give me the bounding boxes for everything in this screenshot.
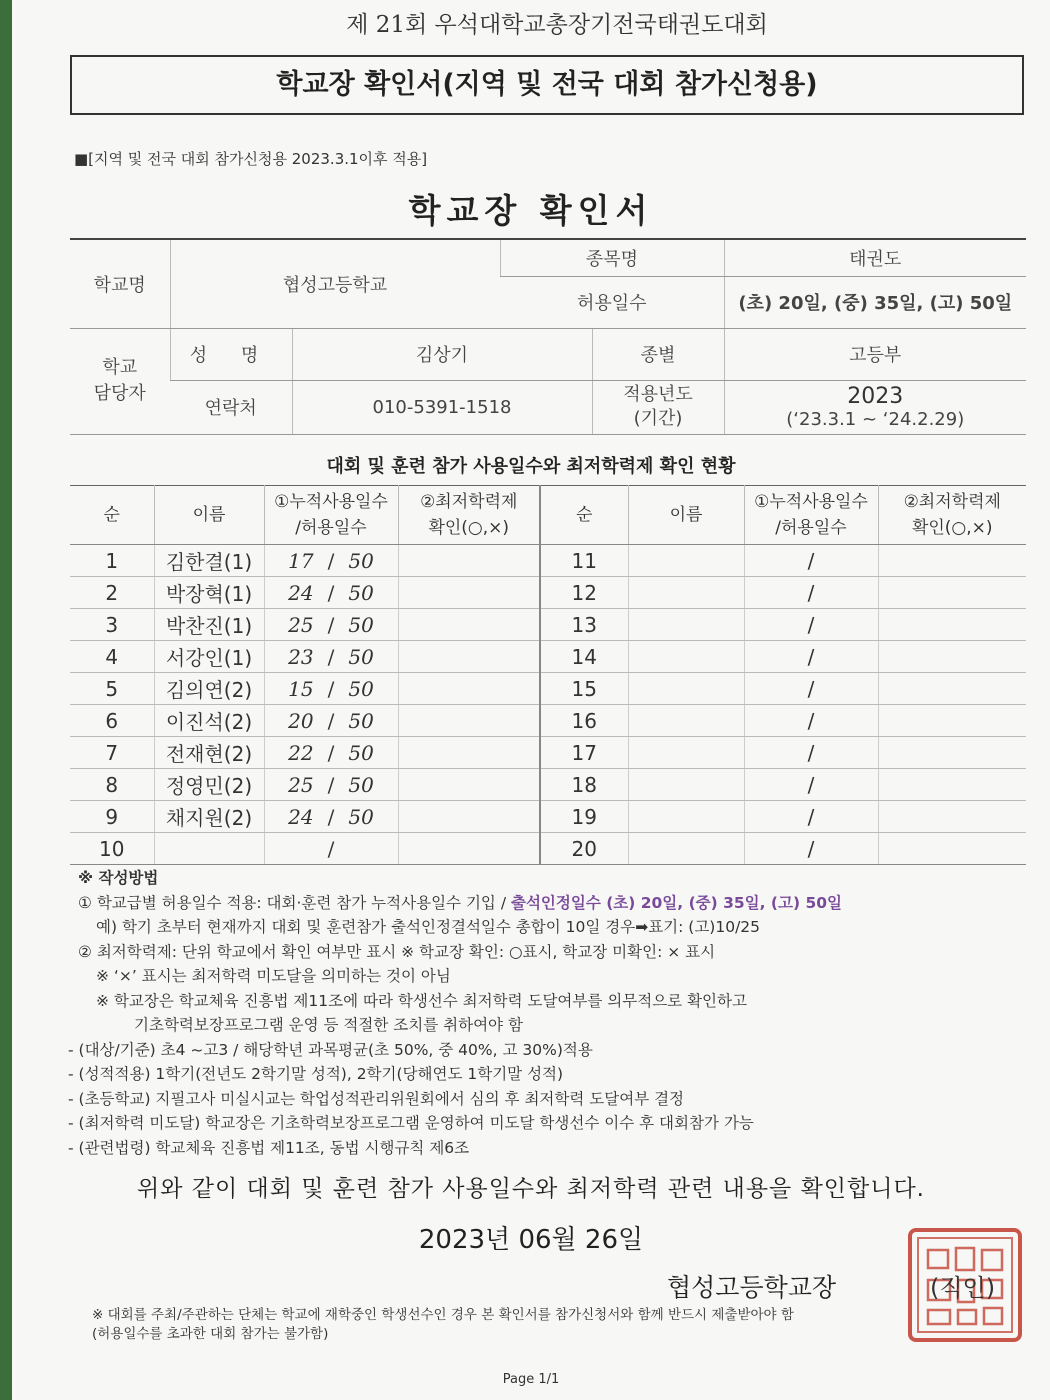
detail-4: - (최저학력 미도달) 학교장은 기초학력보장프로그램 운영하여 미도달 학생선수 이수 후 대회참가 가능: [68, 1114, 754, 1132]
seal-label: (직인): [930, 1274, 996, 1302]
col-check-left: ②최저학력제 확인(○,×): [398, 486, 540, 545]
table-row: [70, 673, 1026, 705]
days-cell: /: [744, 801, 878, 833]
allowed-days: 50: [348, 740, 374, 765]
academic-check: [398, 801, 540, 833]
row-number: 18: [540, 769, 628, 801]
col-name-right: 이름: [628, 486, 744, 545]
event-label: 종목명: [500, 239, 724, 276]
col-no-right: 순: [540, 486, 628, 545]
event-value: 태권도: [724, 239, 1026, 276]
detail-5: - (관련법령) 학교체육 진흥법 제11조, 동법 시행규칙 제6조: [68, 1138, 470, 1157]
academic-check: [878, 801, 1026, 833]
row-number: 11: [540, 545, 628, 577]
slash: /: [327, 644, 335, 669]
footer-note-2: (허용일수를 초과한 대회 참가는 불가함): [92, 1326, 329, 1342]
used-days: 24: [288, 580, 314, 605]
student-name: 김한결(1): [154, 545, 264, 577]
row-number: 19: [540, 801, 628, 833]
slash: /: [327, 740, 335, 765]
student-name: 전재현(2): [154, 737, 264, 769]
year-value-cell: [724, 380, 1026, 434]
student-name: 서강인(1): [154, 641, 264, 673]
days-cell: /: [744, 737, 878, 769]
student-name: [628, 545, 744, 577]
row-number: 1: [70, 545, 154, 577]
note-1a-accent: 출석인정일수 (초) 20일, (중) 35일, (고) 50일: [510, 893, 843, 912]
student-name: [154, 833, 264, 865]
footer-note-1: ※ 대회를 주최/주관하는 단체는 학교에 재학중인 학생선수인 경우 본 확인서를 참가신청서와 함께 반드시 제출받아야 함: [92, 1307, 794, 1323]
row-number: 8: [70, 769, 154, 801]
table-row: [70, 833, 1026, 865]
used-days: 20: [288, 708, 314, 733]
academic-check: [878, 545, 1026, 577]
days-cell: [264, 705, 398, 737]
note-4a: ※ 학교장은 학교체육 진흥법 제11조에 따라 학생선수 최저학력 도달여부를 의무적으로 확인하고: [96, 991, 747, 1010]
name-value: 김상기: [292, 328, 592, 380]
row-number: 13: [540, 609, 628, 641]
year-label: 적용년도 (기간): [592, 380, 724, 434]
days-cell: /: [744, 705, 878, 737]
category-value: 고등부: [724, 328, 1026, 380]
academic-check: [398, 609, 540, 641]
slash: /: [327, 804, 335, 829]
slash: /: [327, 548, 335, 573]
row-number: 3: [70, 609, 154, 641]
used-days: 23: [288, 644, 314, 669]
document-date: 2023년 06월 26일: [418, 1225, 644, 1255]
row-number: 16: [540, 705, 628, 737]
student-name: [628, 705, 744, 737]
days-cell: /: [744, 609, 878, 641]
academic-check: [878, 737, 1026, 769]
academic-check: [878, 577, 1026, 609]
school-label: 학교명: [70, 239, 170, 328]
slash: /: [327, 708, 335, 733]
row-number: 10: [70, 833, 154, 865]
detail-1: - (대상/기준) 초4 ~고3 / 해당학년 과목평균(초 50%, 중 40%, 고 30%)적용: [68, 1040, 593, 1059]
row-number: 14: [540, 641, 628, 673]
used-days: 15: [288, 676, 314, 701]
table-row: [70, 705, 1026, 737]
row-number: 2: [70, 577, 154, 609]
contact-value: 010-5391-1518: [292, 380, 592, 434]
status-table-body: [70, 545, 1026, 865]
days-cell: [264, 833, 398, 865]
academic-check: [398, 577, 540, 609]
days-cell: [264, 577, 398, 609]
academic-check: [398, 641, 540, 673]
used-days: 24: [288, 804, 314, 829]
slash: /: [327, 676, 335, 701]
document-title-box: 학교장 확인서(지역 및 전국 대회 참가신청용): [70, 55, 1024, 115]
row-number: 7: [70, 737, 154, 769]
days-cell: /: [744, 769, 878, 801]
student-name: [628, 769, 744, 801]
col-name-left: 이름: [154, 486, 264, 545]
used-days: 25: [288, 612, 314, 637]
allowed-days-label: 허용일수: [500, 276, 724, 328]
table-row: [70, 545, 1026, 577]
row-number: 17: [540, 737, 628, 769]
academic-check: [398, 737, 540, 769]
student-name: 박장혁(1): [154, 577, 264, 609]
note-4b: 기초학력보장프로그램 운영 등 적절한 조치를 취하여야 함: [134, 1016, 523, 1034]
document-page: [12, 0, 1050, 1400]
contact-label: 연락처: [170, 380, 292, 434]
academic-check: [878, 673, 1026, 705]
slash: /: [327, 772, 335, 797]
detail-3: - (초등학교) 지필고사 미실시교는 학업성적관리위원회에서 심의 후 최저학력 도달여부 결정: [68, 1089, 685, 1108]
academic-check: [878, 609, 1026, 641]
table-row: [70, 801, 1026, 833]
event-title: 제 21회 우석대학교총장기전국태권도대회: [346, 12, 768, 38]
status-title: 대회 및 훈련 참가 사용일수와 최저학력제 확인 현황: [326, 456, 736, 477]
student-name: [628, 737, 744, 769]
academic-check: [878, 769, 1026, 801]
row-number: 4: [70, 641, 154, 673]
allowed-days: 50: [348, 772, 374, 797]
student-name: 이진석(2): [154, 705, 264, 737]
table-row: [70, 737, 1026, 769]
period-value: (‘23.3.1 ~ ‘24.2.29): [786, 409, 965, 430]
row-number: 5: [70, 673, 154, 705]
applies-note: ■[지역 및 전국 대회 참가신청용 2023.3.1이후 적용]: [74, 150, 428, 168]
academic-check: [878, 833, 1026, 865]
table-row: [70, 577, 1026, 609]
principal-signature: 협성고등학교장: [667, 1273, 837, 1302]
academic-check: [878, 641, 1026, 673]
participation-status-table: [70, 485, 1026, 865]
used-days: 25: [288, 772, 314, 797]
allowed-days-value: (초) 20일, (중) 35일, (고) 50일: [724, 276, 1026, 328]
student-name: 채지원(2): [154, 801, 264, 833]
col-days-right: ①누적사용일수 /허용일수: [744, 486, 878, 545]
days-cell: [264, 673, 398, 705]
student-name: [628, 833, 744, 865]
name-label: 성 명: [170, 328, 292, 380]
school-value: 협성고등학교: [170, 239, 500, 328]
student-name: 김의연(2): [154, 673, 264, 705]
row-number: 15: [540, 673, 628, 705]
academic-check: [398, 769, 540, 801]
allowed-days: 50: [348, 580, 374, 605]
student-name: [628, 577, 744, 609]
table-row: [70, 769, 1026, 801]
note-1a-text: ① 학교급별 허용일수 적용: 대회·훈련 참가 누적사용일수 기입 /: [78, 893, 511, 912]
days-cell: [264, 641, 398, 673]
allowed-days: 50: [348, 676, 374, 701]
slash: /: [327, 836, 335, 861]
row-number: 12: [540, 577, 628, 609]
student-name: 정영민(2): [154, 769, 264, 801]
main-title: 학교장 확인서: [408, 191, 654, 230]
student-name: [628, 801, 744, 833]
detail-2: - (성적적용) 1학기(전년도 2학기말 성적), 2학기(당해연도 1학기말 성적): [68, 1065, 564, 1083]
footer-note: [92, 1306, 1012, 1344]
days-cell: /: [744, 833, 878, 865]
manager-label: 학교 담당자: [70, 328, 170, 434]
row-number: 20: [540, 833, 628, 865]
slash: /: [327, 612, 335, 637]
school-info-table: [70, 238, 1026, 435]
row-number: 6: [70, 705, 154, 737]
academic-check: [398, 545, 540, 577]
days-cell: [264, 801, 398, 833]
row-number: 9: [70, 801, 154, 833]
note-1b: 예) 학기 초부터 현재까지 대회 및 훈련참가 출석인정결석일수 총합이 10일 경우➡표기: (고)10/25: [96, 918, 761, 936]
confirmation-statement: 위와 같이 대회 및 훈련 참가 사용일수와 최저학력 관련 내용을 확인합니다.: [137, 1176, 925, 1202]
days-cell: [264, 609, 398, 641]
slash: /: [327, 580, 335, 605]
days-cell: [264, 737, 398, 769]
note-1a: [78, 891, 1028, 916]
page-number: Page 1/1: [502, 1372, 560, 1387]
days-cell: /: [744, 545, 878, 577]
col-no-left: 순: [70, 486, 154, 545]
student-name: [628, 641, 744, 673]
allowed-days: 50: [348, 644, 374, 669]
col-days-left: ①누적사용일수 /허용일수: [264, 486, 398, 545]
note-3: ※ ‘×’ 표시는 최저학력 미도달을 의미하는 것이 아님: [96, 967, 451, 985]
student-name: 박찬진(1): [154, 609, 264, 641]
days-cell: /: [744, 577, 878, 609]
notes-heading: ※ 작성방법: [78, 869, 159, 887]
academic-check: [398, 833, 540, 865]
allowed-days: 50: [348, 612, 374, 637]
used-days: 17: [288, 548, 314, 573]
allowed-days: 50: [348, 548, 374, 573]
student-name: [628, 673, 744, 705]
academic-check: [878, 705, 1026, 737]
student-name: [628, 609, 744, 641]
academic-check: [398, 705, 540, 737]
table-row: [70, 609, 1026, 641]
table-row: [70, 641, 1026, 673]
writing-instructions: [68, 866, 1028, 1160]
days-cell: /: [744, 641, 878, 673]
category-label: 종별: [592, 328, 724, 380]
col-check-right: ②최저학력제 확인(○,×): [878, 486, 1026, 545]
year-value: 2023: [847, 384, 904, 409]
academic-check: [398, 673, 540, 705]
allowed-days: 50: [348, 708, 374, 733]
note-2: ② 최저학력제: 단위 학교에서 확인 여부만 표시 ※ 학교장 확인: ○표시, 학교장 미확인: × 표시: [78, 942, 716, 961]
used-days: 22: [288, 740, 314, 765]
days-cell: /: [744, 673, 878, 705]
allowed-days: 50: [348, 804, 374, 829]
days-cell: [264, 545, 398, 577]
days-cell: [264, 769, 398, 801]
